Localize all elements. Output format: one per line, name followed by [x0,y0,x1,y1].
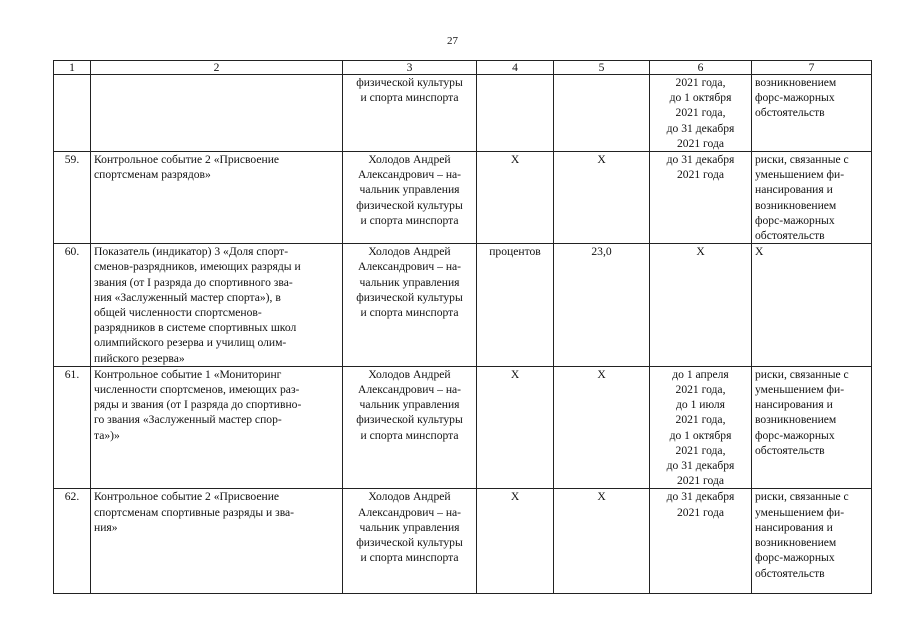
table-row [54,75,872,152]
cell-line: Холодов Андрей [368,153,451,167]
cell-line: 2021 года, [675,383,726,397]
table-row [54,366,872,489]
cell-line: нансирования и [755,398,833,412]
cell-line: Александрович – на- [357,383,462,397]
cell-line: ния» [94,520,118,534]
cell-line: до 1 октября [669,91,732,105]
cell-line: Х [510,490,520,504]
unit-cell [477,366,554,489]
cell-line: 2021 года [676,136,725,150]
cell-line: возникновением [755,198,837,212]
cell-line: 23,0 [591,245,612,259]
cell-line: чальник управления [359,520,460,534]
cell-line: Контрольное событие 2 «Присвоение [94,490,280,504]
cell-line: спортсменам спортивные разряды и зва- [94,505,295,519]
cell-line: физической культуры [356,536,463,550]
value-cell [554,244,650,367]
risks-cell [752,75,872,152]
row-number-cell: 62. [54,489,91,594]
cell-line: до 1 июля [676,398,725,412]
cell-line: Холодов Андрей [368,367,451,381]
cell-line: Х [510,153,520,167]
cell-line: физической культуры [356,198,463,212]
cell-line: обстоятельств [755,106,825,120]
cell-line: 2021 года, [675,443,726,457]
unit-cell [477,244,554,367]
cell-line: пийского резерва» [94,351,185,365]
cell-line: 2021 года [676,505,725,519]
cell-line: сменов-разрядников, имеющих разряды и [94,260,301,274]
unit-cell [477,489,554,594]
responsible-cell [343,366,477,489]
column-header: 1 [54,61,91,75]
value-cell [554,152,650,244]
cell-line: форс-мажорных [755,213,835,227]
table-row [54,244,872,367]
responsible-cell [343,489,477,594]
cell-line: риски, связанные с [755,153,849,167]
risks-cell [752,152,872,244]
cell-line: обстоятельств [755,566,825,580]
row-number-cell: 59. [54,152,91,244]
deadline-cell [650,75,752,152]
cell-line: Александрович – на- [357,505,462,519]
cell-line: физической культуры [356,290,463,304]
cell-line: до 1 апреля [672,367,729,381]
cell-line: Х [696,245,705,259]
cell-line: возникновением [755,536,837,550]
row-number-cell: 61. [54,366,91,489]
cell-line: спортсменам разрядов» [94,168,211,182]
column-header: 5 [554,61,650,75]
cell-line: физической культуры [356,76,463,89]
table-body [54,75,872,594]
cell-line: и спорта минспорта [360,91,459,105]
cell-line: физической культуры [356,413,463,427]
cell-line: до 31 декабря [666,490,735,504]
cell-line: олимпийского резерва и училищ олим- [94,336,287,350]
cell-line: Х [755,245,764,259]
event-name-cell [91,244,343,367]
cell-line: Контрольное событие 1 «Мониторинг [94,367,282,381]
cell-line: форс-мажорных [755,551,835,565]
cell-line: Х [597,153,606,167]
cell-line: Холодов Андрей [368,245,451,259]
cell-line: Контрольное событие 2 «Присвоение [94,153,280,167]
cell-line: уменьшением фи- [755,168,845,182]
cell-line: та»)» [94,428,120,442]
column-header: 6 [650,61,752,75]
value-cell [554,366,650,489]
responsible-cell [343,75,477,152]
cell-line: общей численности спортсменов- [94,306,262,320]
cell-line: и спорта минспорта [360,306,459,320]
cell-line: Х [510,367,520,381]
risks-cell [752,489,872,594]
cell-line: чальник управления [359,183,460,197]
responsible-cell [343,152,477,244]
cell-line: го звания «Заслуженный мастер спор- [94,413,282,427]
value-cell [554,489,650,594]
cell-line: нансирования и [755,183,833,197]
plan-table [53,60,872,594]
cell-line: форс-мажорных [755,428,835,442]
cell-line: форс-мажорных [755,91,835,105]
cell-line: численности спортсменов, имеющих раз- [94,383,300,397]
unit-cell [477,152,554,244]
cell-line: Х [597,490,606,504]
risks-cell [752,244,872,367]
cell-line: до 31 декабря [666,459,735,473]
event-name-cell [91,366,343,489]
cell-line: 2021 года [676,168,725,182]
cell-line: чальник управления [359,275,460,289]
column-header: 2 [91,61,343,75]
event-name-cell [91,75,343,152]
deadline-cell [650,489,752,594]
risks-cell [752,366,872,489]
cell-line: Холодов Андрей [368,490,451,504]
responsible-cell [343,244,477,367]
cell-line: чальник управления [359,398,460,412]
deadline-cell [650,366,752,489]
cell-line: до 31 декабря [666,153,735,167]
cell-line: 2021 года, [675,76,726,89]
cell-line: и спорта минспорта [360,551,459,565]
cell-line: нансирования и [755,520,833,534]
cell-line: 2021 года [676,474,725,488]
page-number: 27 [447,35,458,47]
event-name-cell [91,489,343,594]
cell-line: обстоятельств [755,229,825,243]
cell-line: Показатель (индикатор) 3 «Доля спорт- [94,245,289,259]
cell-line: ния «Заслуженный мастер спорта»), в [94,290,281,304]
cell-line: 2021 года, [675,106,726,120]
cell-line: обстоятельств [755,443,825,457]
table-row [54,489,872,594]
event-name-cell [91,152,343,244]
row-number-cell [54,75,91,152]
cell-line: до 1 октября [669,428,732,442]
cell-line: возникновением [755,413,837,427]
cell-line: риски, связанные с [755,490,849,504]
cell-line: 2021 года, [675,413,726,427]
column-header: 3 [343,61,477,75]
cell-line: звания (от I разряда до спортивного зва- [94,275,293,289]
cell-line: Х [597,367,606,381]
value-cell [554,75,650,152]
cell-line: Александрович – на- [357,260,462,274]
cell-line: до 31 декабря [666,121,735,135]
deadline-cell [650,244,752,367]
column-number-row [54,61,872,75]
cell-line: и спорта минспорта [360,428,459,442]
cell-line: процентов [489,245,541,259]
row-number-cell: 60. [54,244,91,367]
cell-line: уменьшением фи- [755,505,845,519]
cell-line: разрядников в системе спортивных школ [94,321,297,335]
cell-line: уменьшением фи- [755,383,845,397]
column-header: 7 [752,61,872,75]
column-header: 4 [477,61,554,75]
cell-line: риски, связанные с [755,367,849,381]
cell-line: возникновением [755,76,837,89]
unit-cell [477,75,554,152]
table-row [54,152,872,244]
cell-line: Александрович – на- [357,168,462,182]
deadline-cell [650,152,752,244]
cell-line: ряды и звания (от I разряда до спортивно- [94,398,302,412]
cell-line: и спорта минспорта [360,213,459,227]
